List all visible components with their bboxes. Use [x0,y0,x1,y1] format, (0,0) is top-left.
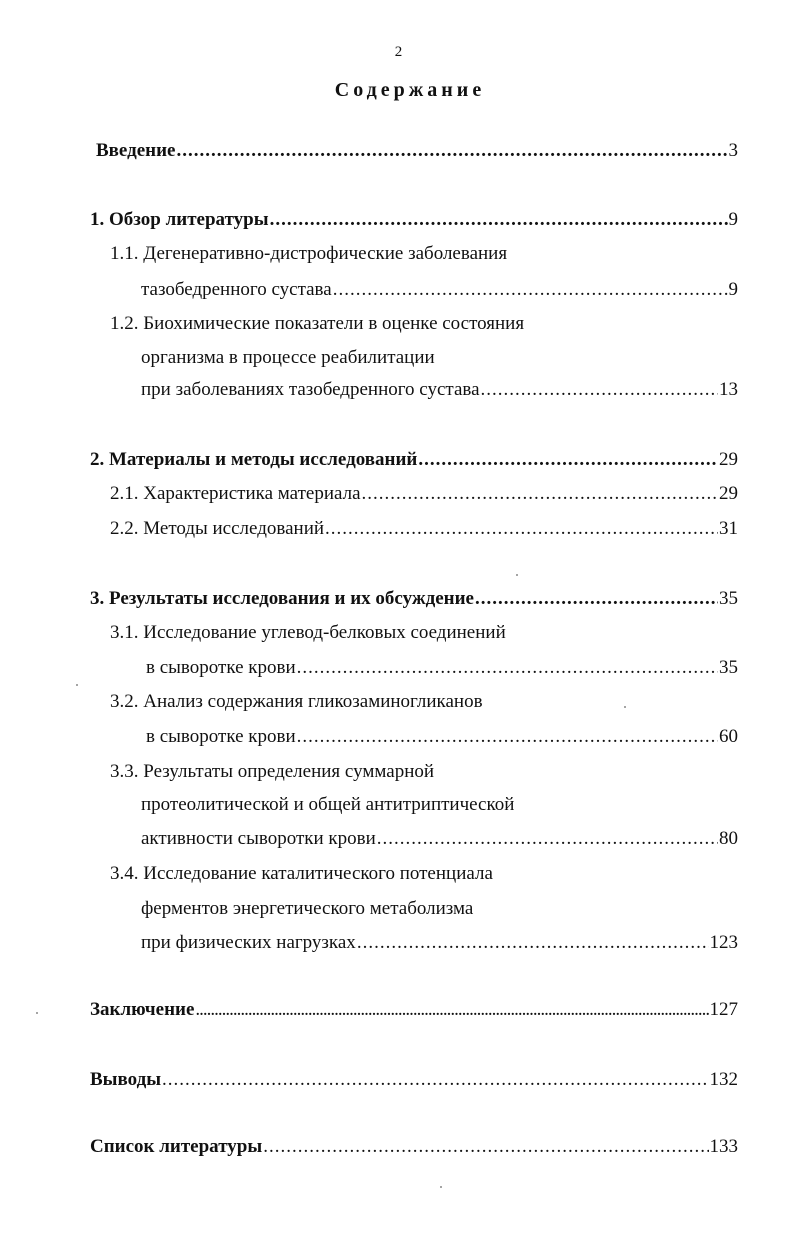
dot-leader [177,137,728,165]
entry-title: в сыворотке крови [146,657,296,678]
toc-entry-references[interactable] [90,1133,738,1161]
scan-speck [76,684,78,686]
toc-entry-3-4[interactable] [141,929,738,957]
dot-leader [162,1066,708,1094]
dot-leader [297,723,718,751]
entry-page: 3 [728,140,738,161]
dot-leader [270,206,728,234]
toc-entry-2-2[interactable] [110,515,738,543]
toc-entry-3-1[interactable] [146,654,738,682]
dot-leader [297,654,718,682]
toc-entry-findings[interactable] [90,1066,738,1094]
toc-entry-3-3-line-1[interactable]: 3.3. Результаты определения суммарной [110,761,435,782]
dot-leader [418,446,718,474]
entry-title: активности сыворотки крови [141,828,376,849]
dot-leader [362,480,718,508]
toc-entry-chapter-3[interactable] [90,585,738,613]
entry-page: 35 [719,588,738,609]
entry-title: тазобедренного сустава [141,279,332,300]
toc-entry-1-2-line-1[interactable]: 1.2. Биохимические показатели в оценке состояния [110,313,525,334]
entry-page: 13 [719,379,738,400]
toc-entry-introduction[interactable] [96,137,738,165]
toc-entry-3-2[interactable] [146,723,738,751]
entry-page: 80 [719,828,738,849]
entry-page: 132 [709,1069,738,1090]
entry-title: Список литературы [90,1136,263,1157]
entry-title: при заболеваниях тазобедренного сустава [141,379,480,400]
entry-title: 1. Обзор литературы [90,209,269,230]
toc-entry-1-1-line-1[interactable]: 1.1. Дегенеративно-дистрофические заболевания [110,243,508,264]
dot-leader [325,515,718,543]
scan-speck [36,1012,38,1014]
scan-speck [516,574,518,576]
dot-leader [475,585,718,613]
dot-leader [377,825,718,853]
dot-leader [357,929,709,957]
toc-entry-3-4-line-1[interactable]: 3.4. Исследование каталитического потенциала [110,863,493,884]
toc-entry-conclusion[interactable] [90,996,738,1024]
toc-entry-1-2-line-2[interactable]: организма в процессе реабилитации [141,347,435,368]
entry-page: 29 [719,449,738,470]
entry-title: 3. Результаты исследования и их обсуждение [90,588,474,609]
entry-page: 123 [709,932,738,953]
toc-entry-1-1[interactable] [141,276,738,304]
entry-page: 9 [728,209,738,230]
entry-page: 29 [719,483,738,504]
dot-leader [195,996,708,1024]
toc-entry-chapter-2[interactable] [90,446,738,474]
entry-page: 60 [719,726,738,747]
entry-title: 2. Материалы и методы исследований [90,449,418,470]
entry-page: 9 [728,279,738,300]
entry-page: 133 [709,1136,738,1157]
entry-title: Заключение [90,999,195,1020]
toc-entry-2-1[interactable] [110,480,738,508]
toc-entry-chapter-1[interactable] [90,206,738,234]
toc-entry-1-2[interactable] [141,376,738,404]
entry-title: Выводы [90,1069,162,1090]
scan-speck [624,706,626,708]
entry-page: 31 [719,518,738,539]
entry-title: 2.2. Методы исследований [110,518,325,539]
entry-page: 127 [709,999,738,1020]
toc-title: Содержание [334,79,486,101]
entry-page: 35 [719,657,738,678]
toc-entry-3-3[interactable] [141,825,738,853]
entry-title: Введение [96,140,176,161]
page-number: 2 [394,44,403,60]
entry-title: в сыворотке крови [146,726,296,747]
scan-speck [440,1186,442,1188]
entry-title: 2.1. Характеристика материала [110,483,361,504]
toc-entry-3-1-line-1[interactable]: 3.1. Исследование углевод-белковых соединений [110,622,506,643]
entry-title: при физических нагрузках [141,932,356,953]
dot-leader [263,1133,708,1161]
dot-leader [481,376,718,404]
toc-entry-3-2-line-1[interactable]: 3.2. Анализ содержания гликозаминогликанов [110,691,483,712]
toc-entry-3-3-line-2[interactable]: протеолитической и общей антитриптической [141,794,515,815]
dot-leader [333,276,728,304]
toc-entry-3-4-line-2[interactable]: ферментов энергетического метаболизма [141,898,474,919]
